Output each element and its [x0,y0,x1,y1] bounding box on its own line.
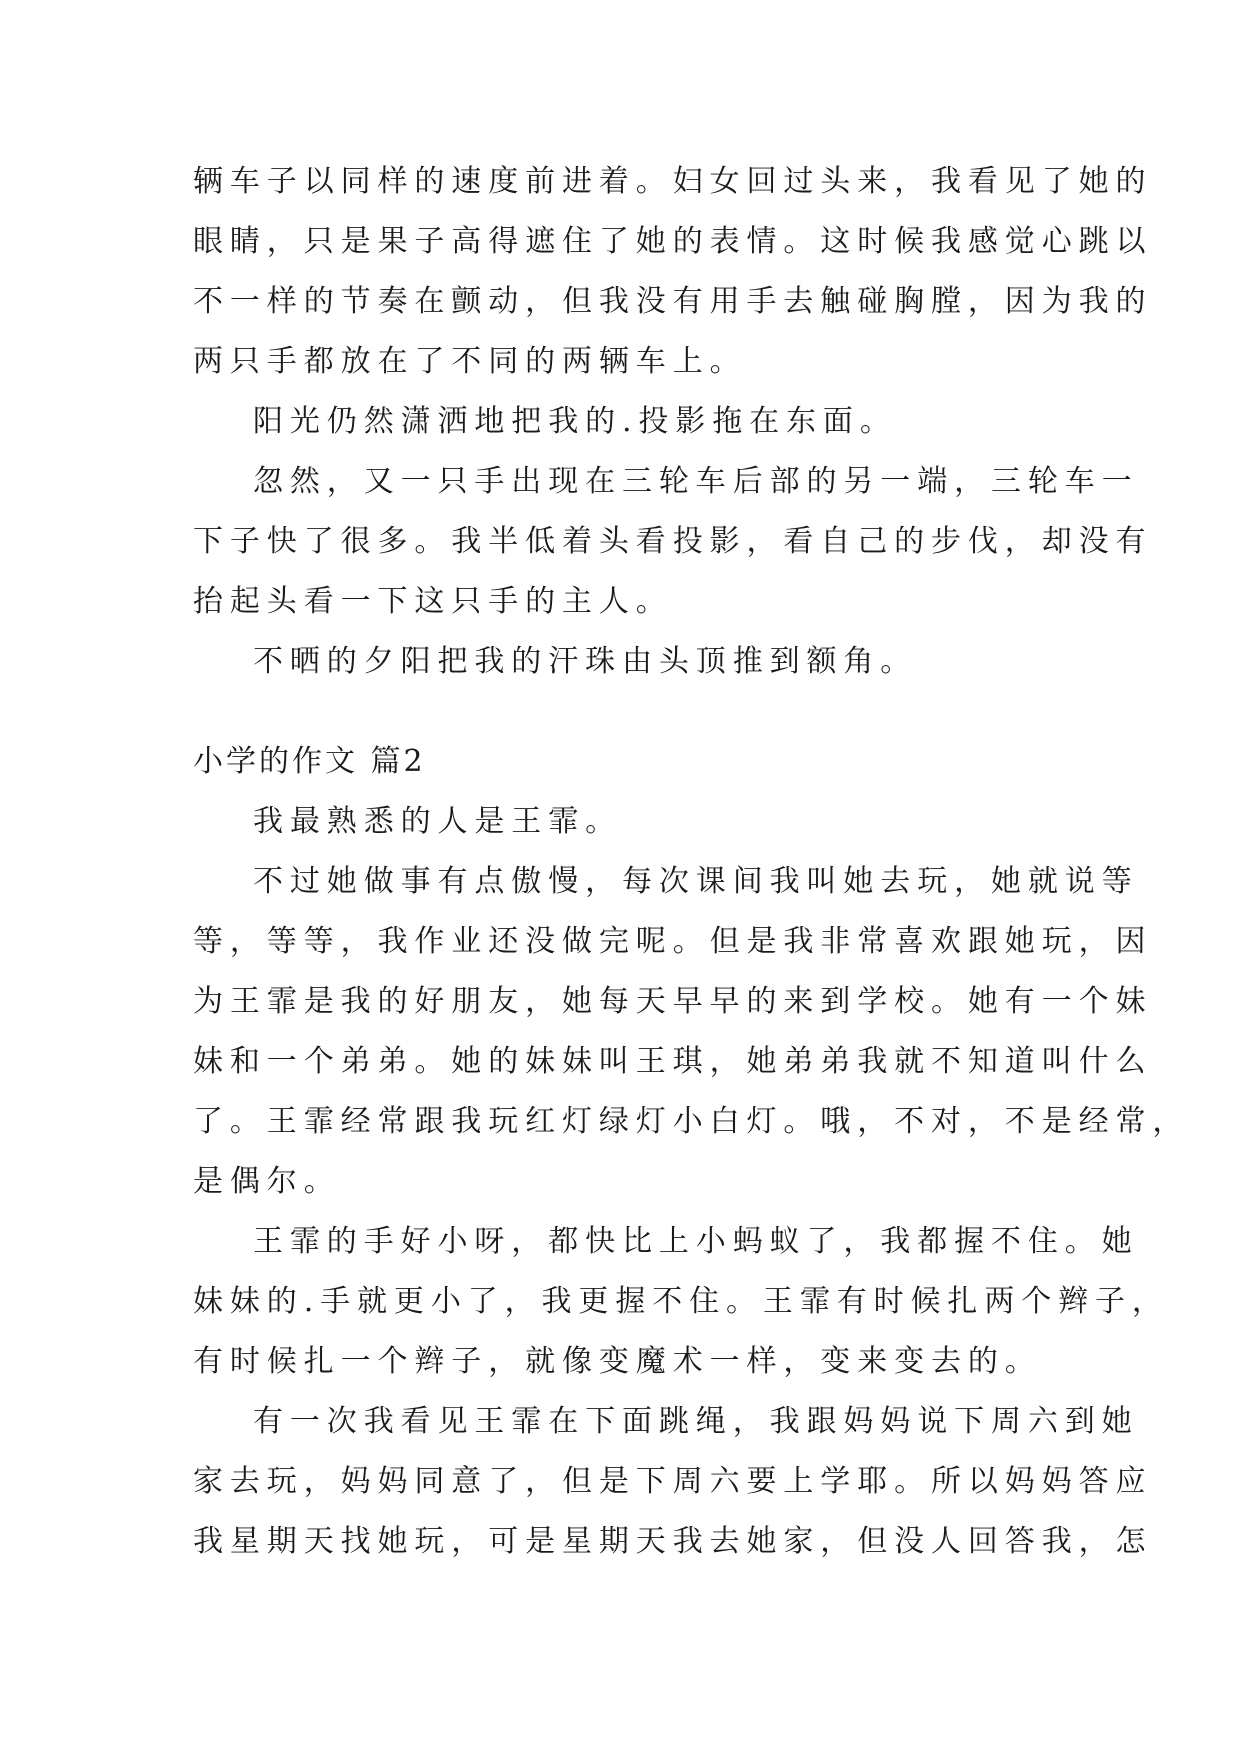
paragraph-line: 不过她做事有点傲慢，每次课间我叫她去玩，她就说等 [253,864,1139,899]
paragraph-line: 辆车子以同样的速度前进着。妇女回过头来，我看见了她的 [193,164,1153,199]
paragraph-line: 王霏的手好小呀，都快比上小蚂蚁了，我都握不住。她 [253,1224,1139,1259]
paragraph-line: 阳光仍然潇洒地把我的.投影拖在东面。 [253,404,897,439]
paragraph-line: 为王霏是我的好朋友，她每天早早的来到学校。她有一个妹 [193,984,1153,1019]
paragraph-line: 有一次我看见王霏在下面跳绳，我跟妈妈说下周六到她 [253,1404,1139,1439]
paragraph-line: 我星期天找她玩，可是星期天我去她家，但没人回答我，怎 [193,1524,1153,1559]
paragraph-line: 抬起头看一下这只手的主人。 [193,584,673,619]
paragraph-line: 妹和一个弟弟。她的妹妹叫王琪，她弟弟我就不知道叫什么 [193,1044,1153,1079]
document-page [193,0,1190,1754]
paragraph-line: 忽然，又一只手出现在三轮车后部的另一端，三轮车一 [253,464,1139,499]
paragraph-line: 不晒的夕阳把我的汗珠由头顶推到额角。 [253,644,918,679]
paragraph-line: 了。王霏经常跟我玩红灯绿灯小白灯。哦，不对，不是经常， [193,1104,1190,1139]
section-heading: 小学的作文 篇2 [193,744,426,779]
paragraph-line: 下子快了很多。我半低着头看投影，看自己的步伐，却没有 [193,524,1153,559]
paragraph-line: 我最熟悉的人是王霏。 [253,804,622,839]
paragraph-line: 两只手都放在了不同的两辆车上。 [193,344,747,379]
paragraph-line: 等，等等，我作业还没做完呢。但是我非常喜欢跟她玩，因 [193,924,1153,959]
paragraph-line: 家去玩，妈妈同意了，但是下周六要上学耶。所以妈妈答应 [193,1464,1153,1499]
paragraph-line: 妹妹的.手就更小了，我更握不住。王霏有时候扎两个辫子， [193,1284,1169,1319]
paragraph-line: 眼睛，只是果子高得遮住了她的表情。这时候我感觉心跳以 [193,224,1153,259]
paragraph-line: 不一样的节奏在颤动，但我没有用手去触碰胸膛，因为我的 [193,284,1153,319]
paragraph-line: 有时候扎一个辫子，就像变魔术一样，变来变去的。 [193,1344,1042,1379]
paragraph-line: 是偶尔。 [193,1164,341,1199]
